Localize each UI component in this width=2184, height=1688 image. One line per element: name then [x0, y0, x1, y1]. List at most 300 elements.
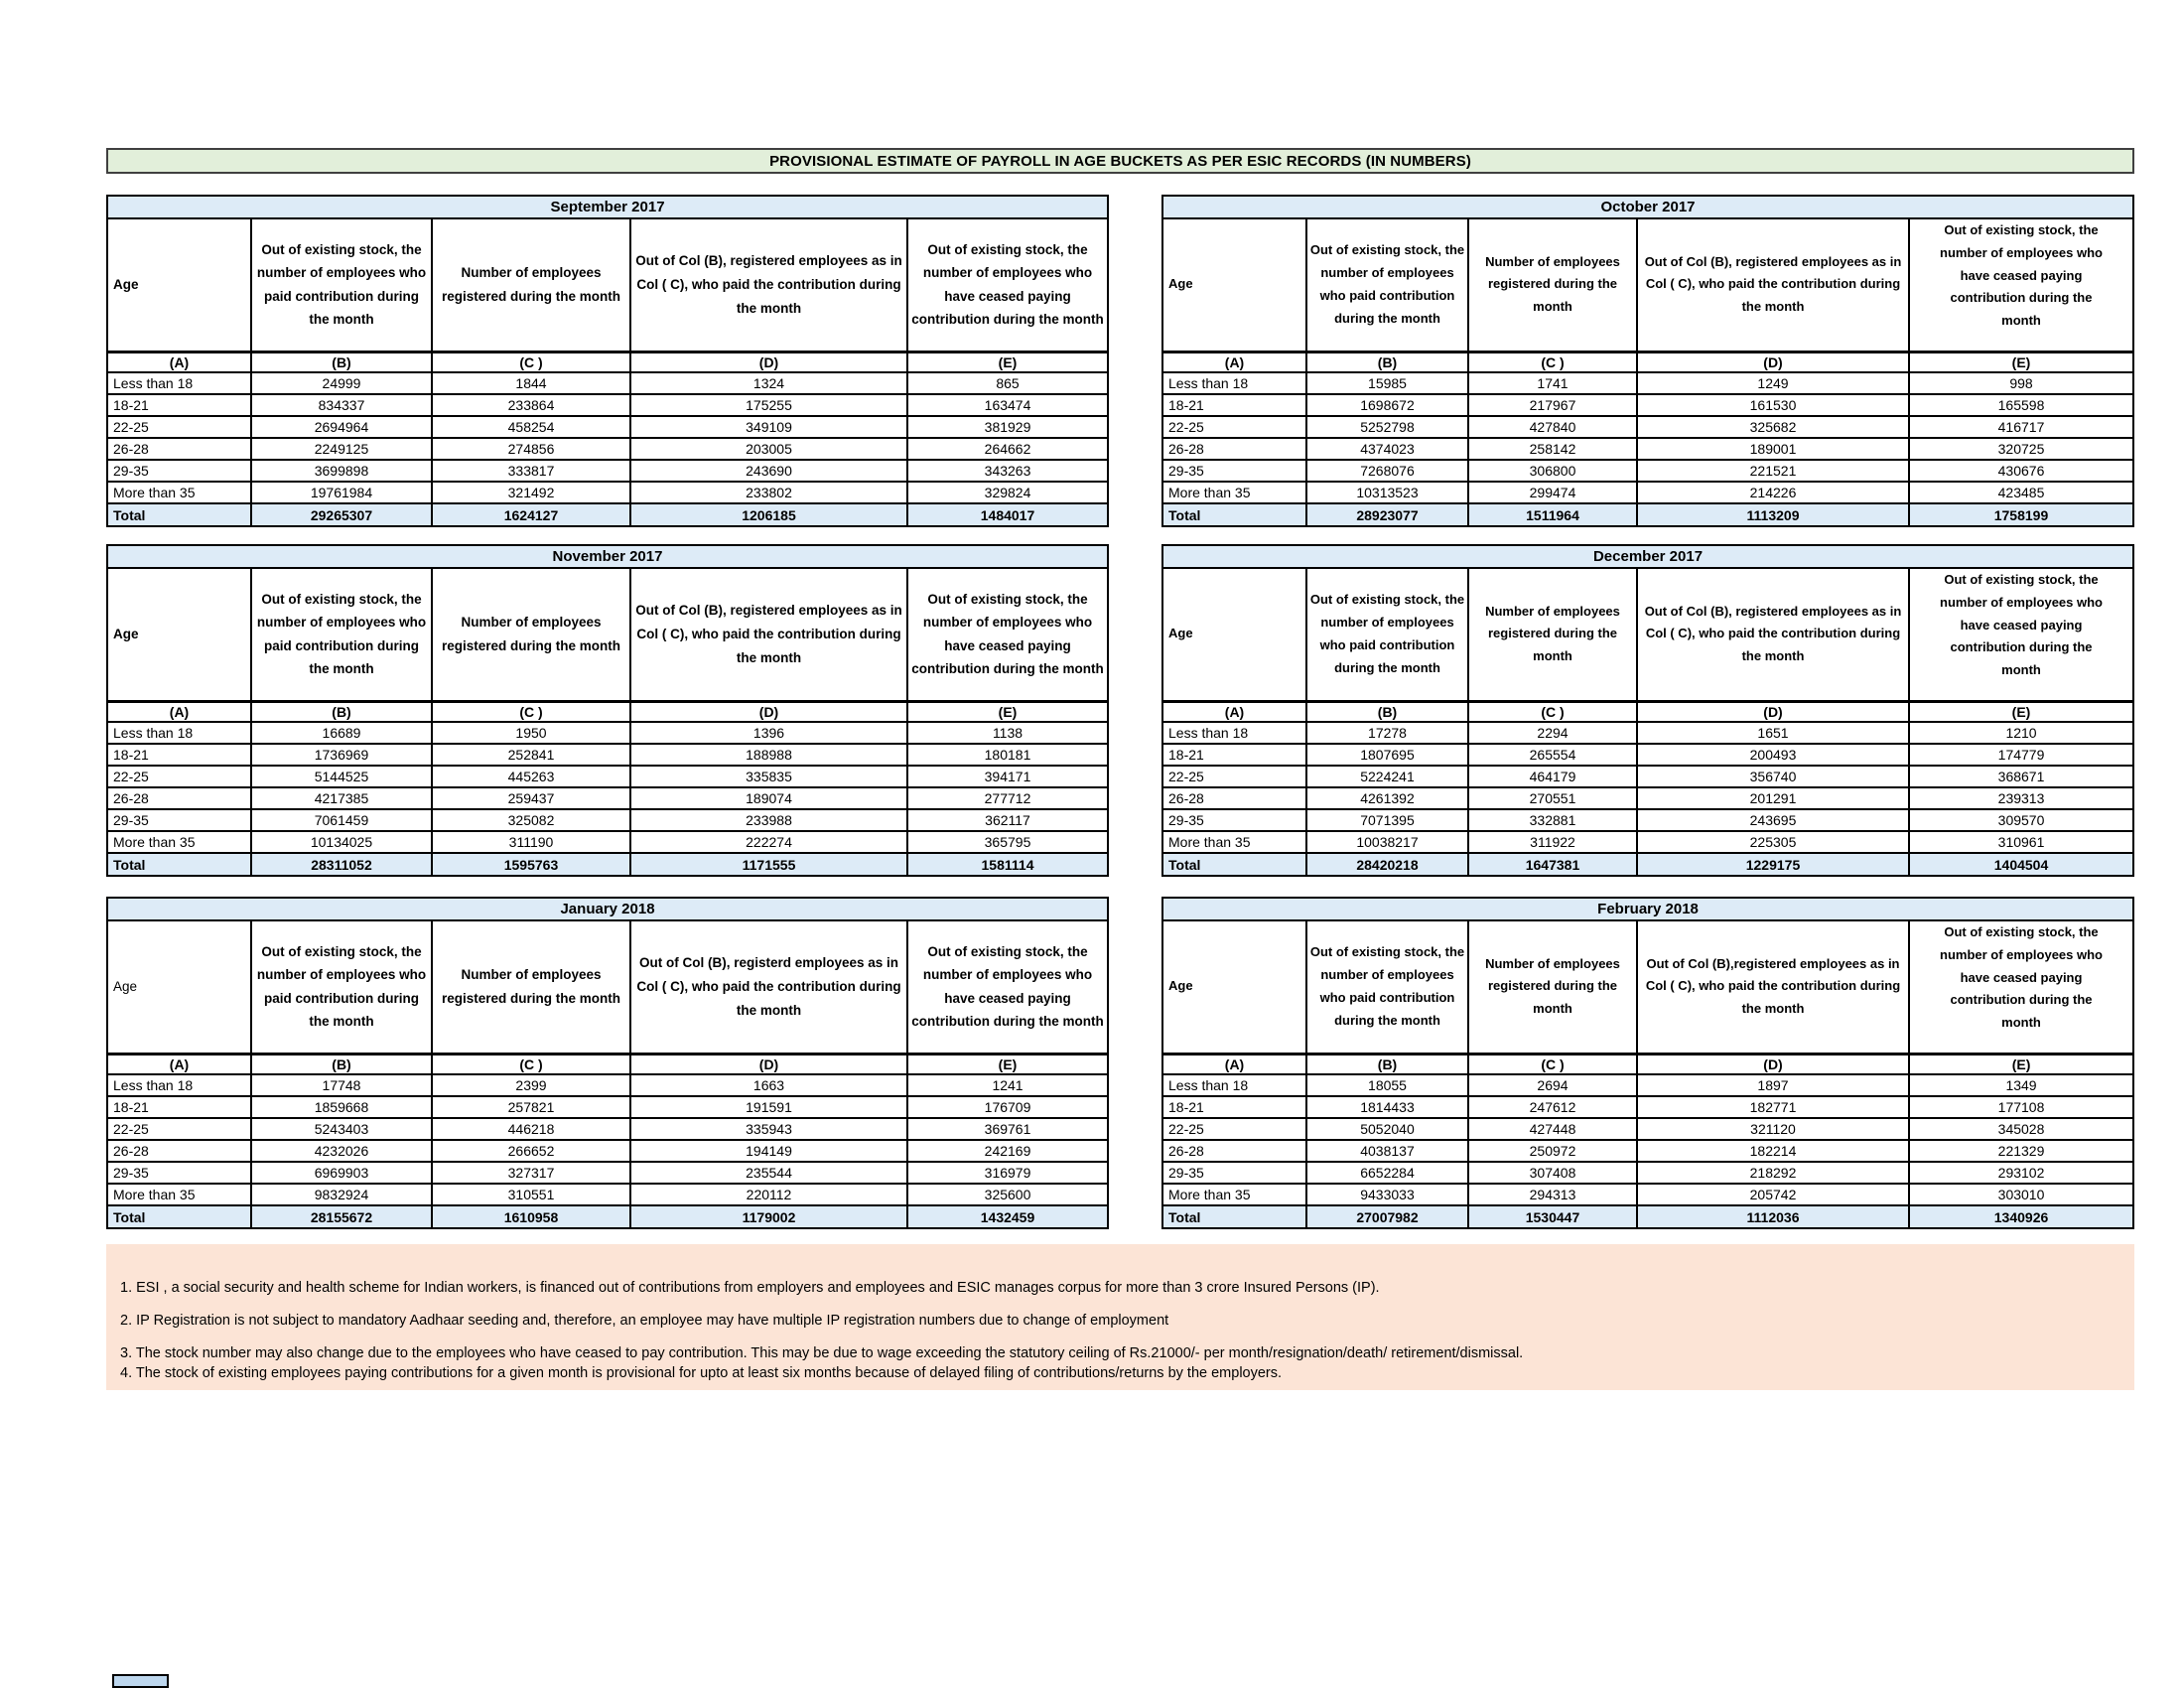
value-cell: 10313523: [1306, 482, 1468, 503]
age-label: More than 35: [107, 482, 251, 503]
age-label: More than 35: [1162, 482, 1306, 503]
table-row: [107, 438, 1108, 460]
table-row: [107, 809, 1108, 831]
value-cell: 446218: [432, 1118, 630, 1140]
value-cell: 320725: [1909, 438, 2133, 460]
value-cell: 161530: [1637, 394, 1909, 416]
age-label: 26-28: [1162, 1140, 1306, 1162]
value-cell: 4374023: [1306, 438, 1468, 460]
age-label: More than 35: [107, 1184, 251, 1205]
value-cell: 381929: [907, 416, 1108, 438]
value-cell: 200493: [1637, 744, 1909, 766]
value-cell: 1897: [1637, 1074, 1909, 1096]
column-letter: (C ): [432, 701, 630, 722]
table-row: [107, 744, 1108, 766]
column-header: [1909, 218, 2133, 352]
age-label: 18-21: [1162, 394, 1306, 416]
total-label: Total: [1162, 503, 1306, 526]
table-row: [1162, 787, 2133, 809]
month-header-row: [107, 545, 1108, 568]
value-cell: 2694: [1468, 1074, 1637, 1096]
column-header-row: [1162, 568, 2133, 701]
month-header-row: [107, 196, 1108, 218]
value-cell: 2399: [432, 1074, 630, 1096]
page-title: PROVISIONAL ESTIMATE OF PAYROLL IN AGE BUCKETS AS PER ESIC RECORDS (IN NUMBERS): [106, 148, 2134, 174]
value-cell: 427840: [1468, 416, 1637, 438]
value-cell: 5252798: [1306, 416, 1468, 438]
value-cell: 4261392: [1306, 787, 1468, 809]
column-header-row: [107, 920, 1108, 1054]
table-row: [1162, 1096, 2133, 1118]
column-letter: (E): [1909, 1054, 2133, 1074]
column-header-text: Number of employees registered during the month: [1485, 955, 1620, 1017]
column-letter-row: [1162, 701, 2133, 722]
column-header-text: Out of existing stock, the number of employees who have ceased paying contribution during the month: [911, 943, 1104, 1030]
total-value: 28311052: [251, 853, 432, 876]
age-label: 26-28: [1162, 787, 1306, 809]
value-cell: 1950: [432, 722, 630, 744]
value-cell: 270551: [1468, 787, 1637, 809]
value-cell: 165598: [1909, 394, 2133, 416]
table-row: [107, 1184, 1108, 1205]
column-header: [1162, 568, 1306, 701]
value-cell: 9433033: [1306, 1184, 1468, 1205]
value-cell: 325600: [907, 1184, 1108, 1205]
value-cell: 303010: [1909, 1184, 2133, 1205]
column-header: [1909, 568, 2133, 701]
total-row: [107, 503, 1108, 526]
column-header: [1468, 568, 1637, 701]
month-table: [1161, 897, 2134, 1229]
total-value: 27007982: [1306, 1205, 1468, 1228]
table-row: [1162, 722, 2133, 744]
column-header-text: Age: [113, 978, 138, 994]
column-header: [1162, 920, 1306, 1054]
column-header: [1306, 218, 1468, 352]
value-cell: 222274: [630, 831, 907, 853]
value-cell: 247612: [1468, 1096, 1637, 1118]
value-cell: 189001: [1637, 438, 1909, 460]
value-cell: 5144525: [251, 766, 432, 787]
value-cell: 7061459: [251, 809, 432, 831]
column-header: [1468, 218, 1637, 352]
total-value: 1484017: [907, 503, 1108, 526]
value-cell: 1249: [1637, 372, 1909, 394]
month-table: [1161, 195, 2134, 527]
table-december-2017: [1161, 544, 2132, 877]
table-row: [1162, 1140, 2133, 1162]
value-cell: 189074: [630, 787, 907, 809]
value-cell: 1807695: [1306, 744, 1468, 766]
column-header-text: Out of Col (B), registerd employees as in Col ( C), who paid the contribution during the month: [636, 955, 901, 1018]
value-cell: 176709: [907, 1096, 1108, 1118]
column-header: [107, 920, 251, 1054]
value-cell: 259437: [432, 787, 630, 809]
value-cell: 194149: [630, 1140, 907, 1162]
total-value: 1595763: [432, 853, 630, 876]
total-label: Total: [107, 503, 251, 526]
value-cell: 17278: [1306, 722, 1468, 744]
value-cell: 332881: [1468, 809, 1637, 831]
column-header-text: Out of Col (B), registered employees as in Col ( C), who paid the contribution during the month: [1644, 603, 1902, 664]
value-cell: 356740: [1637, 766, 1909, 787]
value-cell: 221521: [1637, 460, 1909, 482]
column-header-text: Out of Col (B), registered employees as in Col ( C), who paid the contribution during the month: [1644, 253, 1902, 315]
total-value: 1610958: [432, 1205, 630, 1228]
column-header-text: Out of existing stock, the number of employees who have ceased paying contribution during the month: [911, 241, 1104, 328]
age-label: 22-25: [107, 416, 251, 438]
value-cell: 394171: [907, 766, 1108, 787]
age-label: 18-21: [1162, 744, 1306, 766]
total-value: 1179002: [630, 1205, 907, 1228]
value-cell: 2249125: [251, 438, 432, 460]
column-header: [1162, 218, 1306, 352]
column-header-text: Out of existing stock, the number of employees who paid contribution during the month: [256, 943, 427, 1030]
age-label: 26-28: [1162, 438, 1306, 460]
age-label: 18-21: [107, 1096, 251, 1118]
total-label: Total: [1162, 853, 1306, 876]
value-cell: 235544: [630, 1162, 907, 1184]
table-row: [107, 787, 1108, 809]
column-letter: (C ): [1468, 1054, 1637, 1074]
value-cell: 2294: [1468, 722, 1637, 744]
age-label: Less than 18: [107, 372, 251, 394]
column-letter: (D): [1637, 352, 1909, 372]
age-label: 26-28: [107, 438, 251, 460]
column-letter: (C ): [1468, 701, 1637, 722]
month-table: [106, 897, 1109, 1229]
value-cell: 998: [1909, 372, 2133, 394]
table-february-2018: [1161, 897, 2132, 1229]
value-cell: 220112: [630, 1184, 907, 1205]
total-value: 1624127: [432, 503, 630, 526]
table-row: [107, 416, 1108, 438]
column-letter-row: [107, 701, 1108, 722]
table-row: [107, 1118, 1108, 1140]
column-letter: (D): [630, 352, 907, 372]
table-september-2017: [106, 195, 1107, 527]
value-cell: 203005: [630, 438, 907, 460]
table-row: [1162, 809, 2133, 831]
age-label: 26-28: [107, 1140, 251, 1162]
column-header-text: Out of existing stock, the number of employees who paid contribution during the month: [1309, 592, 1465, 675]
value-cell: 335835: [630, 766, 907, 787]
column-header: [1637, 568, 1909, 701]
value-cell: 5224241: [1306, 766, 1468, 787]
table-january-2018: [106, 897, 1107, 1229]
value-cell: 9832924: [251, 1184, 432, 1205]
age-label: More than 35: [1162, 1184, 1306, 1205]
age-label: 22-25: [107, 1118, 251, 1140]
column-header-row: [107, 218, 1108, 352]
column-header-text: Out of existing stock, the number of employees who paid contribution during the month: [256, 241, 427, 328]
table-row: [1162, 831, 2133, 853]
column-letter: (E): [907, 701, 1108, 722]
table-row: [107, 482, 1108, 503]
value-cell: 1138: [907, 722, 1108, 744]
column-header-text: Out of Col (B), registered employees as in Col ( C), who paid the contribution during the month: [635, 253, 902, 316]
column-letter: (A): [107, 701, 251, 722]
age-label: 22-25: [1162, 766, 1306, 787]
value-cell: 5052040: [1306, 1118, 1468, 1140]
value-cell: 423485: [1909, 482, 2133, 503]
total-label: Total: [107, 1205, 251, 1228]
value-cell: 6652284: [1306, 1162, 1468, 1184]
table-row: [1162, 394, 2133, 416]
column-header: [432, 568, 630, 701]
total-value: 1340926: [1909, 1205, 2133, 1228]
total-value: 1229175: [1637, 853, 1909, 876]
cut-off-table-fragment: [112, 1674, 169, 1688]
total-row: [107, 1205, 1108, 1228]
column-letter: (B): [1306, 352, 1468, 372]
column-header: [630, 218, 907, 352]
value-cell: 311190: [432, 831, 630, 853]
column-header: [907, 218, 1108, 352]
column-header: [907, 568, 1108, 701]
column-header-text: Age: [113, 276, 139, 292]
age-label: 29-35: [1162, 1162, 1306, 1184]
column-letter: (C ): [1468, 352, 1637, 372]
column-letter: (E): [1909, 352, 2133, 372]
value-cell: 335943: [630, 1118, 907, 1140]
column-letter: (D): [630, 701, 907, 722]
column-header-text: Number of employees registered during the month: [1485, 603, 1620, 664]
value-cell: 865: [907, 372, 1108, 394]
total-label: Total: [1162, 1205, 1306, 1228]
column-letter: (A): [107, 1054, 251, 1074]
column-header: [251, 920, 432, 1054]
value-cell: 242169: [907, 1140, 1108, 1162]
value-cell: 325082: [432, 809, 630, 831]
total-value: 1530447: [1468, 1205, 1637, 1228]
value-cell: 343263: [907, 460, 1108, 482]
table-row: [107, 1074, 1108, 1096]
value-cell: 221329: [1909, 1140, 2133, 1162]
age-label: 29-35: [107, 809, 251, 831]
value-cell: 258142: [1468, 438, 1637, 460]
value-cell: 365795: [907, 831, 1108, 853]
value-cell: 445263: [432, 766, 630, 787]
total-value: 1581114: [907, 853, 1108, 876]
column-header: [107, 218, 251, 352]
value-cell: 1396: [630, 722, 907, 744]
column-header: [630, 568, 907, 701]
value-cell: 4038137: [1306, 1140, 1468, 1162]
value-cell: 362117: [907, 809, 1108, 831]
month-title: November 2017: [107, 545, 1108, 568]
value-cell: 233864: [432, 394, 630, 416]
value-cell: 10134025: [251, 831, 432, 853]
total-row: [107, 853, 1108, 876]
month-header-row: [107, 898, 1108, 920]
value-cell: 294313: [1468, 1184, 1637, 1205]
value-cell: 1324: [630, 372, 907, 394]
age-label: Less than 18: [1162, 722, 1306, 744]
column-header-text: Number of employees registered during the month: [441, 615, 620, 653]
value-cell: 321492: [432, 482, 630, 503]
total-value: 29265307: [251, 503, 432, 526]
column-header: [1909, 920, 2133, 1054]
value-cell: 5243403: [251, 1118, 432, 1140]
value-cell: 264662: [907, 438, 1108, 460]
table-row: [1162, 416, 2133, 438]
column-letter: (A): [1162, 701, 1306, 722]
column-letter: (D): [1637, 701, 1909, 722]
value-cell: 311922: [1468, 831, 1637, 853]
table-row: [1162, 1184, 2133, 1205]
footnote: 3. The stock number may also change due to the employees who have ceased to pay contribution. This may be due to wage exceeding the statutory ceiling of Rs.21000/- per month/resignation/death/ retirement/dismissal.: [120, 1345, 1524, 1361]
value-cell: 15985: [1306, 372, 1468, 394]
total-value: 1404504: [1909, 853, 2133, 876]
total-value: 28420218: [1306, 853, 1468, 876]
value-cell: 4217385: [251, 787, 432, 809]
table-row: [107, 722, 1108, 744]
column-header-text: Out of existing stock, the number of employees who have ceased paying contribution during the month: [1940, 222, 2103, 328]
age-label: 29-35: [107, 1162, 251, 1184]
column-header-text: Number of employees registered during the month: [441, 265, 620, 304]
column-letter-row: [107, 1054, 1108, 1074]
value-cell: 18055: [1306, 1074, 1468, 1096]
age-label: 22-25: [1162, 1118, 1306, 1140]
value-cell: 182214: [1637, 1140, 1909, 1162]
column-header: [1468, 920, 1637, 1054]
column-header-text: Out of Col (B), registered employees as in Col ( C), who paid the contribution during the month: [635, 603, 902, 665]
value-cell: 4232026: [251, 1140, 432, 1162]
column-letter-row: [107, 352, 1108, 372]
value-cell: 266652: [432, 1140, 630, 1162]
column-letter: (A): [107, 352, 251, 372]
value-cell: 1651: [1637, 722, 1909, 744]
total-row: [1162, 1205, 2133, 1228]
value-cell: 7071395: [1306, 809, 1468, 831]
value-cell: 188988: [630, 744, 907, 766]
value-cell: 182771: [1637, 1096, 1909, 1118]
value-cell: 345028: [1909, 1118, 2133, 1140]
total-value: 1112036: [1637, 1205, 1909, 1228]
column-header-text: Age: [1168, 978, 1193, 994]
value-cell: 191591: [630, 1096, 907, 1118]
value-cell: 299474: [1468, 482, 1637, 503]
value-cell: 329824: [907, 482, 1108, 503]
month-title: December 2017: [1162, 545, 2133, 568]
value-cell: 316979: [907, 1162, 1108, 1184]
column-header-row: [1162, 218, 2133, 352]
column-header-text: Out of existing stock, the number of employees who paid contribution during the month: [1309, 242, 1465, 326]
column-header: [907, 920, 1108, 1054]
table-row: [1162, 744, 2133, 766]
column-header: [630, 920, 907, 1054]
age-label: 22-25: [107, 766, 251, 787]
month-header-row: [1162, 898, 2133, 920]
column-header-text: Out of existing stock, the number of employees who have ceased paying contribution during the month: [1940, 924, 2103, 1030]
value-cell: 205742: [1637, 1184, 1909, 1205]
column-header: [251, 568, 432, 701]
value-cell: 16689: [251, 722, 432, 744]
column-header: [1306, 920, 1468, 1054]
value-cell: 257821: [432, 1096, 630, 1118]
value-cell: 349109: [630, 416, 907, 438]
column-header-text: Out of existing stock, the number of employees who have ceased paying contribution during the month: [911, 591, 1104, 677]
value-cell: 24999: [251, 372, 432, 394]
value-cell: 321120: [1637, 1118, 1909, 1140]
value-cell: 1814433: [1306, 1096, 1468, 1118]
age-label: 18-21: [107, 744, 251, 766]
month-title: February 2018: [1162, 898, 2133, 920]
value-cell: 214226: [1637, 482, 1909, 503]
value-cell: 277712: [907, 787, 1108, 809]
value-cell: 239313: [1909, 787, 2133, 809]
month-title: September 2017: [107, 196, 1108, 218]
value-cell: 1349: [1909, 1074, 2133, 1096]
age-label: Less than 18: [1162, 1074, 1306, 1096]
column-header-row: [107, 568, 1108, 701]
column-letter: (A): [1162, 1054, 1306, 1074]
table-row: [1162, 766, 2133, 787]
value-cell: 225305: [1637, 831, 1909, 853]
column-header: [1637, 920, 1909, 1054]
total-row: [1162, 503, 2133, 526]
column-header-text: Number of employees registered during the month: [1485, 253, 1620, 315]
column-letter: (B): [251, 701, 432, 722]
table-row: [1162, 1118, 2133, 1140]
table-november-2017: [106, 544, 1107, 877]
column-letter-row: [1162, 352, 2133, 372]
age-label: 29-35: [1162, 460, 1306, 482]
value-cell: 243695: [1637, 809, 1909, 831]
total-value: 1432459: [907, 1205, 1108, 1228]
value-cell: 368671: [1909, 766, 2133, 787]
total-value: 1206185: [630, 503, 907, 526]
value-cell: 464179: [1468, 766, 1637, 787]
value-cell: 7268076: [1306, 460, 1468, 482]
age-label: 26-28: [107, 787, 251, 809]
value-cell: 243690: [630, 460, 907, 482]
value-cell: 265554: [1468, 744, 1637, 766]
table-october-2017: [1161, 195, 2132, 527]
value-cell: 201291: [1637, 787, 1909, 809]
table-row: [107, 831, 1108, 853]
age-label: Less than 18: [1162, 372, 1306, 394]
column-header: [251, 218, 432, 352]
column-letter: (C ): [432, 1054, 630, 1074]
column-header-text: Out of existing stock, the number of employees who have ceased paying contribution during the month: [1940, 572, 2103, 677]
footnote: 2. IP Registration is not subject to mandatory Aadhaar seeding and, therefore, an employee may have multiple IP registration numbers due to change of employment: [120, 1313, 1169, 1329]
column-letter: (B): [1306, 1054, 1468, 1074]
value-cell: 2694964: [251, 416, 432, 438]
month-title: October 2017: [1162, 196, 2133, 218]
total-value: 28923077: [1306, 503, 1468, 526]
value-cell: 307408: [1468, 1162, 1637, 1184]
value-cell: 430676: [1909, 460, 2133, 482]
column-letter: (B): [251, 352, 432, 372]
value-cell: 416717: [1909, 416, 2133, 438]
column-header-text: Age: [1168, 626, 1193, 641]
value-cell: 325682: [1637, 416, 1909, 438]
value-cell: 217967: [1468, 394, 1637, 416]
column-header-text: Out of Col (B),registered employees as in Col ( C), who paid the contribution during the month: [1645, 955, 1901, 1017]
footnote: 4. The stock of existing employees paying contributions for a given month is provisional for upto at least six months because of delayed filing of contributions/returns by the employers.: [120, 1365, 1283, 1381]
total-value: 1511964: [1468, 503, 1637, 526]
column-header: [107, 568, 251, 701]
table-row: [1162, 482, 2133, 503]
value-cell: 19761984: [251, 482, 432, 503]
column-letter: (D): [630, 1054, 907, 1074]
value-cell: 10038217: [1306, 831, 1468, 853]
month-table: [1161, 544, 2134, 877]
value-cell: 1844: [432, 372, 630, 394]
table-row: [107, 394, 1108, 416]
